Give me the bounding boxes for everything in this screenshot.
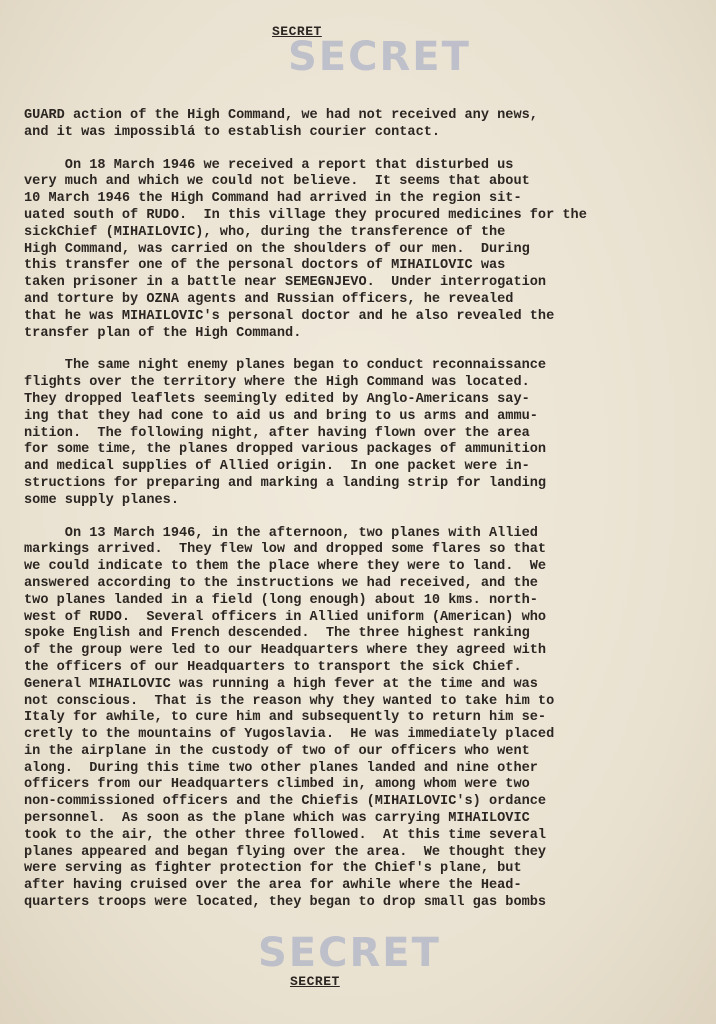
document-body bbox=[24, 108, 709, 928]
paragraph-report-18-march: On 18 March 1946 we received a report that disturbed us very much and which we could not believe. It seems that about 10 March 1946 the High Command had arrived in the region sit- uated south of RUDO. In this village they procured medicines for the sickChief (MIHAILOVIC), who, during the transference of the High Command, was carried on the shoulders of our men. During this transfer one of the personal doctors of MIHAILOVIC was taken prisoner in a battle near SEMEGNJEVO. Under interrogation and torture by OZNA agents and Russian officers, he revealed that he was MIHAILOVIC's personal doctor and he also revealed the transfer plan of the High Command. bbox=[24, 157, 587, 341]
classification-marking-top: SECRET bbox=[272, 24, 322, 39]
paragraph-continuation: GUARD action of the High Command, we had not received any news, and it was impossiblá to establish courier contact. bbox=[24, 108, 538, 140]
secret-stamp-bottom: SECRET bbox=[258, 930, 441, 976]
paragraph-13-march: On 13 March 1946, in the afternoon, two planes with Allied markings arrived. They flew low and dropped some flares so that we could indicate to them the place where they were to land. We answered according to the instructions we had received, and the two planes landed in a field (long enough) about 10 kms. north- west of RUDO. Several officers in Allied uniform (American) who spoke English and French descended. The three highest ranking of the group were led to our Headquarters where they agreed with the officers of our Headquarters to transport the sick Chief. General MIHAILOVIC was running a high fever at the time and was not conscious. That is the reason why they wanted to take him to Italy for awhile, to cure him and subsequently to return him se- cretly to the mountains of Yugoslavia. He was immediately placed in the airplane in the custody of two of our officers who went along. During this time two other planes landed and nine other officers from our Headquarters climbed in, among whom were two non-commissioned officers and the Chiefis (MIHAILOVIC's) ordance personnel. As soon as the plane which was carrying MIHAILOVIC took to the air, the other three followed. At this time several planes appeared and began flying over the area. We thought they were serving as fighter protection for the Chief's plane, but after having cruised over the area for awhile where the Head- quarters troops were located, they began to drop small gas bombs bbox=[24, 525, 555, 911]
secret-stamp-top: SECRET bbox=[288, 34, 471, 80]
paragraph-enemy-planes: The same night enemy planes began to conduct reconnaissance flights over the territory where the High Command was located. They dropped leaflets seemingly edited by Anglo-Americans say- ing that they had cone to aid us and bring to us arms and ammu- nition. The following night, after having flown over the area for some time, the planes dropped various packages of ammunition and medical supplies of Allied origin. In one packet were in- structions for preparing and marking a landing strip for landing some supply planes. bbox=[24, 358, 547, 508]
classification-marking-bottom: SECRET bbox=[290, 974, 340, 989]
